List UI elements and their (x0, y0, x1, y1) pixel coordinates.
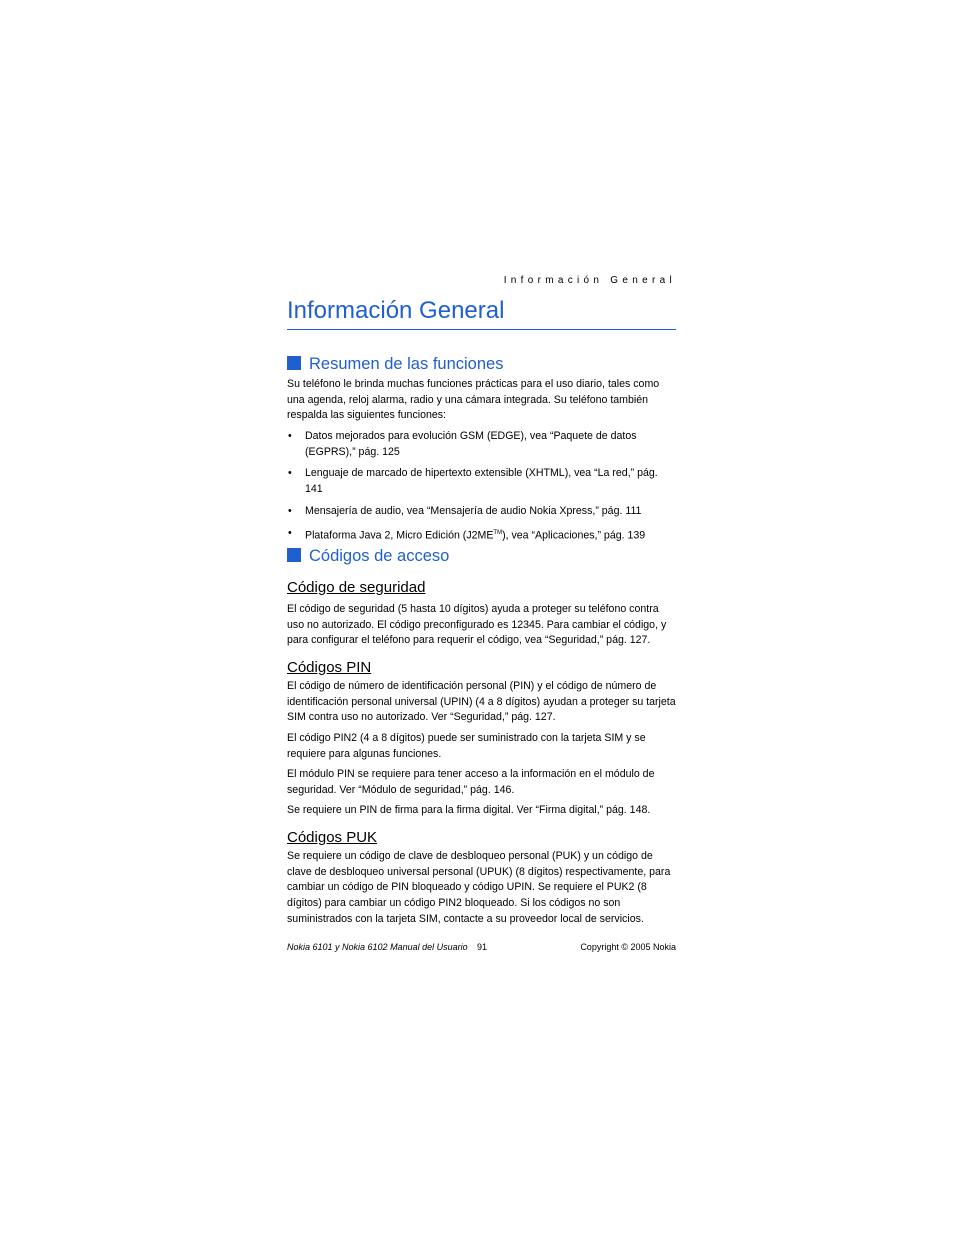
section-heading-codigos (287, 546, 449, 566)
subheading-codigos-pin: Códigos PIN (287, 659, 372, 676)
square-bullet-icon (287, 548, 301, 562)
pin-paragraph-4: Se requiere un PIN de firma para la firma digital. Ver “Firma digital,” pág. 148. (287, 804, 651, 816)
subheading-codigo-seguridad: Código de seguridad (287, 579, 426, 596)
section-heading-codigos-text: Códigos de acceso (309, 547, 450, 565)
resumen-intro: Su teléfono le brinda muchas funciones prácticas para el uso diario, tales como una agenda, reloj alarma, radio y una cámara integrada. Su teléfono también respalda las siguientes funciones: (287, 378, 660, 422)
list-item-text: Datos mejorados para evolución GSM (EDGE), vea “Paquete de datos (EGPRS),” pág. 125 (305, 430, 637, 458)
page-number: 91 (477, 942, 488, 952)
footer-copyright: Copyright © 2005 Nokia (580, 942, 676, 952)
list-item-text: Lenguaje de marcado de hipertexto extensible (XHTML), vea “La red,” pág. 141 (305, 467, 658, 496)
trademark-superscript: TM (493, 529, 503, 536)
bullet-icon: • (288, 504, 292, 517)
list-item (287, 504, 676, 520)
square-bullet-icon (287, 356, 301, 370)
section-heading-resumen (287, 354, 503, 374)
feature-list (287, 429, 676, 550)
list-item (287, 429, 676, 460)
list-item (287, 526, 676, 544)
document-page (287, 0, 676, 1235)
subheading-codigos-puk: Códigos PUK (287, 829, 378, 846)
list-item-text: Mensajería de audio, vea “Mensajería de audio Nokia Xpress,” pág. 111 (305, 504, 642, 517)
seguridad-text: El código de seguridad (5 hasta 10 dígitos) ayuda a proteger su teléfono contra uso no autorizado. El código preconfigurado es 12345. Para cambiar el código, y para configurar el teléfono para requerir el código, vea “Seguridad,” pág. 127. (287, 603, 667, 647)
list-item (287, 466, 676, 497)
bullet-icon: • (288, 430, 292, 442)
footer-manual-title: Nokia 6101 y Nokia 6102 Manual del Usuario (287, 942, 468, 952)
bullet-icon: • (288, 526, 292, 539)
pin-paragraph-3: El módulo PIN se requiere para tener acceso a la información en el módulo de seguridad. Ver “Módulo de seguridad,” pág. 146. (287, 768, 655, 796)
page-title: Información General (287, 296, 676, 330)
bullet-icon: • (288, 467, 292, 480)
pin-paragraph-2: El código PIN2 (4 a 8 dígitos) puede ser suministrado con la tarjeta SIM y se requiere para algunas funciones. (287, 732, 646, 760)
list-item-text-part: Plataforma Java 2, Micro Edición (J2ME (305, 529, 494, 542)
section-heading-resumen-text: Resumen de las funciones (309, 355, 504, 373)
puk-text: Se requiere un código de clave de desbloqueo personal (PUK) y un código de clave de desbloqueo universal personal (UPUK) (8 dígitos) respectivamente, para cambiar un código de PIN bloqueado y código UPIN. Se requiere el PUK2 (8 dígitos) para cambiar un código PIN2 bloqueado. Si los códigos no son suministrados con la tarjeta SIM, contacte a su proveedor local de servicios. (287, 850, 671, 925)
pin-paragraph-1: El código de número de identificación personal (PIN) y el código de número de identificación personal universal (UPIN) (4 a 8 dígitos) ayudan a proteger su tarjeta SIM contra uso no autorizado. Ver “Seguridad,” pág. 127. (287, 680, 676, 724)
running-header: Información General (503, 275, 676, 286)
list-item-text-part: ), vea “Aplicaciones,” pág. 139 (502, 529, 646, 542)
